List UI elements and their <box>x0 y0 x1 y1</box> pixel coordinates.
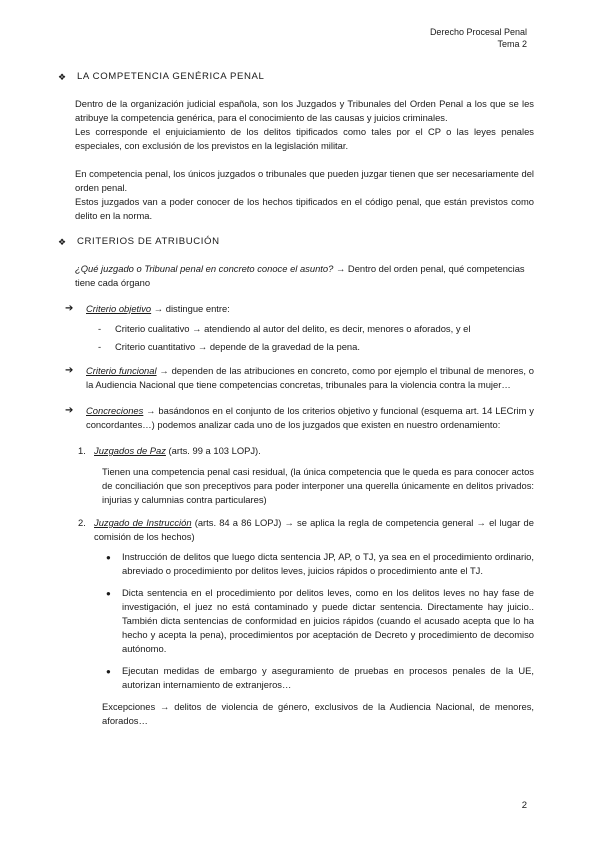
arrow-right-icon: ➔ <box>65 303 74 314</box>
concreciones-item <box>65 404 534 432</box>
bullet-icon: ● <box>106 589 111 598</box>
numbered-item-juzgado-instruccion <box>78 516 534 544</box>
list-item: - Criterio cualitativo → atendiendo al autor del delito, es decir, menores o aforados, y el <box>98 323 471 334</box>
term-description: → distingue entre: <box>151 303 230 314</box>
item-number: 2. <box>78 517 86 528</box>
bullet-icon: ● <box>106 553 111 562</box>
question-answer: → Dentro del orden penal, qué competencias tiene cada órgano <box>75 263 525 288</box>
exceptions-paragraph: Excepciones → delitos de violencia de género, exclusivos de la Audiencia Nacional, de menores, aforados… <box>102 701 534 726</box>
term-label: Concreciones <box>86 405 144 416</box>
paragraph: Tienen una competencia penal casi residual, (la única competencia que le queda es para conocer actos de conciliación que son preceptivos para poder interponer una querella únicamente en delitos privados: injurias y calumnias contra particulares) <box>102 466 534 505</box>
term-description: (arts. 84 a 86 LOPJ) → se aplica la regla de competencia general → el lugar de comisión de los hechos) <box>94 517 534 542</box>
page-content <box>54 70 534 728</box>
item-number: 1. <box>78 445 86 456</box>
term-description: → dependen de las atribuciones en concreto, como por ejemplo el tribunal de menores, o la Audiencia Nacional que tiene competencias concretas, tribunales para la violencia contra la mujer… <box>86 365 534 390</box>
page-header <box>430 26 527 50</box>
arrow-right-icon: ➔ <box>65 405 74 416</box>
criterio-objetivo-item <box>65 302 534 316</box>
header-topic: Tema 2 <box>497 39 527 49</box>
term-description: → basándonos en el conjunto de los criterios objetivo y funcional (esquema art. 14 LECrim y concordantes…) podemos analizar cada uno de los juzgados que existen en nuestro ordenamiento: <box>86 405 534 430</box>
bullet-icon: ● <box>106 667 111 676</box>
paragraph: Estos juzgados van a poder conocer de los hechos tipificados en el código penal, que están previstos como delito en la norma. <box>75 196 534 221</box>
section-heading-criterios <box>58 235 534 249</box>
list-item: ● Instrucción de delitos que luego dicta sentencia JP, AP, o TJ, ya sea en el procedimiento ordinario, abreviado o procedimiento por delitos leves, juicios rápidos o procedimiento ante el TJ. <box>106 551 534 576</box>
bullet-list <box>106 550 534 692</box>
arrow-right-icon: ➔ <box>65 365 74 376</box>
diamond-bullet-icon: ❖ <box>58 237 67 247</box>
diamond-bullet-icon: ❖ <box>58 72 67 82</box>
question-text: ¿Qué juzgado o Tribunal penal en concreto conoce el asunto? <box>75 263 334 274</box>
dash-list <box>98 322 534 354</box>
list-item: - Criterio cuantitativo → depende de la gravedad de la pena. <box>98 341 360 352</box>
paragraph: Les corresponde el enjuiciamiento de los delitos tipificados como tales por el CP o las leyes penales especiales, con exclusión de los previstos en la legislación militar. <box>75 126 534 151</box>
header-course: Derecho Procesal Penal <box>429 27 527 37</box>
section-title: LA COMPETENCIA GENÉRICA PENAL <box>77 71 265 82</box>
term-label: Criterio funcional <box>86 365 157 376</box>
term-label: Criterio objetivo <box>86 303 152 314</box>
paragraph: En competencia penal, los únicos juzgados o tribunales que pueden juzgar tienen que ser necesariamente del orden penal. <box>75 168 534 193</box>
page-number: 2 <box>521 800 527 811</box>
list-item: ● Ejecutan medidas de embargo y aseguramiento de pruebas en procesos penales de la UE, autorizan internamiento de extranjeros… <box>106 665 534 690</box>
term-label: Juzgado de Instrucción <box>94 517 192 528</box>
section-heading-competencia <box>58 70 534 84</box>
numbered-item-juzgados-paz <box>78 444 534 458</box>
term-label: Juzgados de Paz <box>94 445 166 456</box>
criterio-funcional-item <box>65 364 534 392</box>
paragraph: Dentro de la organización judicial española, son los Juzgados y Tribunales del Orden Penal a los que se les atribuye la competencia genérica, para el conocimiento de las causas y juicios criminales. <box>75 98 534 123</box>
section-title: CRITERIOS DE ATRIBUCIÓN <box>77 236 220 247</box>
question-paragraph <box>75 262 534 290</box>
list-item: ● Dicta sentencia en el procedimiento por delitos leves, como en los delitos leves no hay fase de investigación, el juez no está contaminado y puede dictar sentencia. Directamente hay juicio.. También dicta sentencias de conformidad en juicios rápidos (cuando el acusado acepta que lo ha hecho y acepta la pena), procedimientos por aceptación de Decreto y procedimiento de decomiso autónomo. <box>106 587 534 654</box>
term-description: (arts. 99 a 103 LOPJ). <box>165 445 261 456</box>
